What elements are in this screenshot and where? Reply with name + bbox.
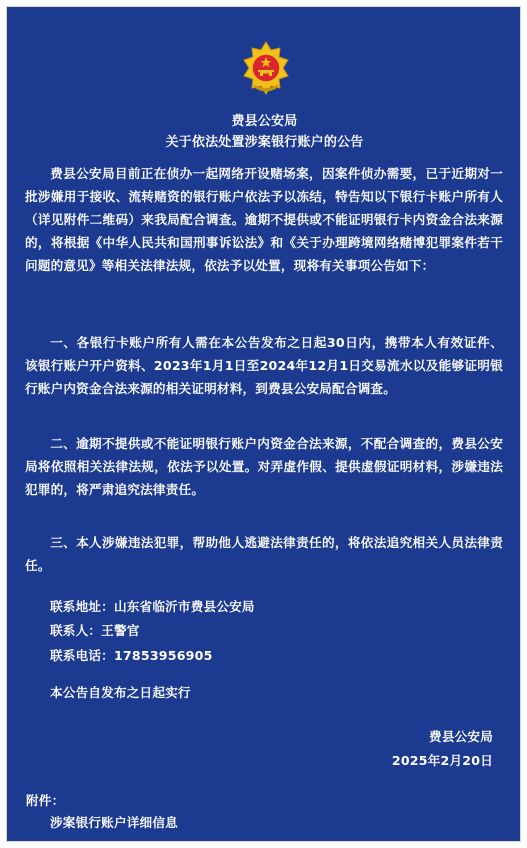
intro-paragraph: 费县公安局目前正在侦办一起网络开设赌场案，因案件侦办需要，已于近期对一批涉嫌用于接收、流转赌资的银行账户依法予以冻结，特告知以下银行卡账户所有人（详见附件二维码）来我局配合调查。逾期不提供或不能证明银行卡内资金合法来源的，将根据《中华人民共和国刑事诉讼法》和《关于办理跨境网络赌博犯罪案件若干问题的意见》等相关法律法规，依法予以处置，现将有关事项公告如下： <box>25 166 503 273</box>
attachment-item: 涉案银行账户详细信息 <box>50 815 178 830</box>
signature-org: 费县公安局 <box>429 729 493 744</box>
contact-address: 联系地址：山东省临沂市费县公安局 <box>50 599 255 614</box>
org-title: 费县公安局 <box>231 114 298 129</box>
notice-item-3: 三、本人涉嫌违法犯罪，帮助他人逃避法律责任的，将依法追究相关人员法律责任。 <box>25 535 503 573</box>
notice-item-2: 二、逾期不提供或不能证明银行账户内资金合法来源，不配合调查的，费县公安局将依照相关法律法规，依法予以处置。对弄虚作假、提供虚假证明材料，涉嫌违法犯罪的，将严肃追究法律责任。 <box>25 436 503 497</box>
effective-statement: 本公告自发布之日起实行 <box>50 685 191 700</box>
contact-person: 联系人：王警官 <box>50 623 140 638</box>
notice-title: 关于依法处置涉案银行账户的公告 <box>165 135 364 150</box>
notice-panel <box>6 6 521 842</box>
contact-phone: 联系电话：17853956905 <box>50 648 213 663</box>
police-emblem-icon <box>239 40 293 96</box>
signature-date: 2025年2月20日 <box>391 753 493 768</box>
notice-item-1: 一、各银行卡账户所有人需在本公告发布之日起30日内，携带本人有效证件、该银行账户开户资料、2023年1月1日至2024年12月1日交易流水以及能够证明银行账户内资金合法来源的相关证明材料，到费县公安局配合调查。 <box>25 335 503 396</box>
attachment-label: 附件： <box>26 793 65 808</box>
